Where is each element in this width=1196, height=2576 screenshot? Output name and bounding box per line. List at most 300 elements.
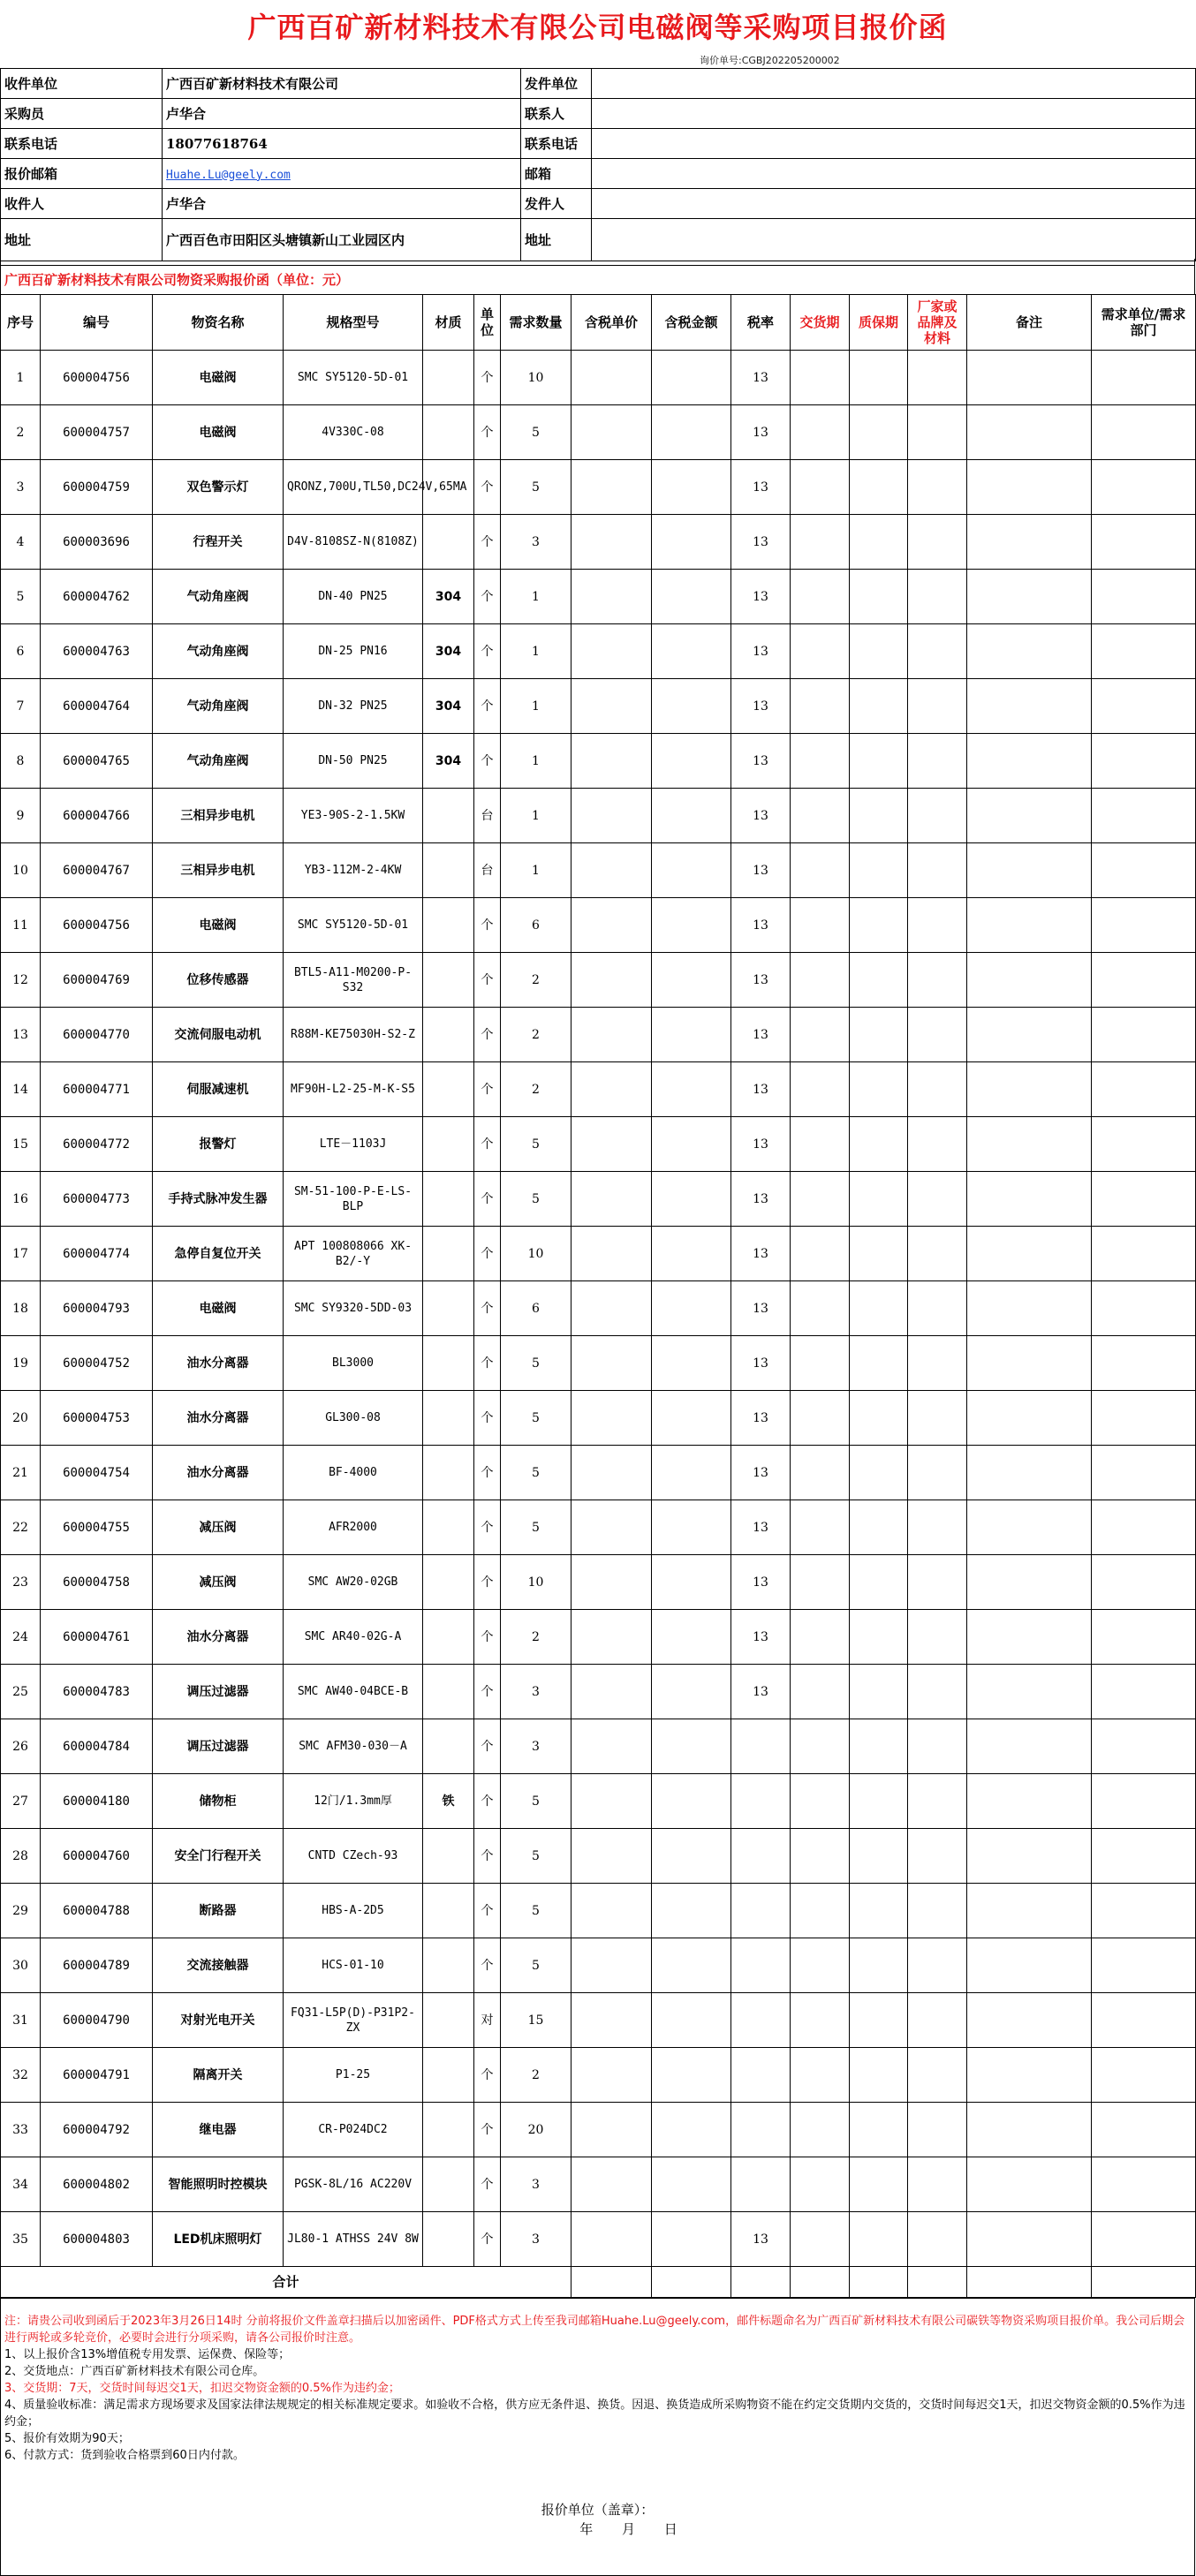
cell-warranty[interactable] <box>850 2103 908 2157</box>
cell-brand[interactable] <box>908 1993 967 2048</box>
cell-delivery[interactable] <box>791 1500 850 1555</box>
cell-warranty[interactable] <box>850 734 908 789</box>
cell-amount[interactable] <box>652 1555 731 1610</box>
table-row <box>1 2212 1196 2267</box>
cell-amount[interactable] <box>652 2157 731 2212</box>
cell-item-name: 电磁阀 <box>153 405 284 460</box>
cell-warranty[interactable] <box>850 2157 908 2212</box>
cell-qty: 10 <box>501 1555 572 1610</box>
cell-amount[interactable] <box>652 1446 731 1500</box>
cell-qty: 5 <box>501 1774 572 1829</box>
send-unit-value[interactable] <box>592 69 1196 99</box>
cell-warranty[interactable] <box>850 1062 908 1117</box>
cell-unit: 个 <box>474 1172 501 1227</box>
cell-seq: 24 <box>1 1610 41 1665</box>
cell-dept <box>1092 1774 1196 1829</box>
cell-warranty[interactable] <box>850 570 908 624</box>
cell-brand[interactable] <box>908 1117 967 1172</box>
cell-warranty[interactable] <box>850 351 908 405</box>
cell-brand[interactable] <box>908 351 967 405</box>
cell-remark[interactable] <box>967 1555 1092 1610</box>
table-row <box>1 734 1196 789</box>
cell-material <box>423 1884 474 1938</box>
cell-item-name: 急停自复位开关 <box>153 1227 284 1281</box>
cell-remark[interactable] <box>967 1172 1092 1227</box>
cell-unit-price[interactable] <box>572 953 652 1008</box>
cell-delivery[interactable] <box>791 1117 850 1172</box>
cell-remark[interactable] <box>967 789 1092 843</box>
cell-qty: 1 <box>501 679 572 734</box>
cell-item-name: 减压阀 <box>153 1500 284 1555</box>
cell-amount[interactable] <box>652 843 731 898</box>
cell-remark[interactable] <box>967 1008 1092 1062</box>
cell-delivery[interactable] <box>791 953 850 1008</box>
cell-amount[interactable] <box>652 2048 731 2103</box>
cell-warranty[interactable] <box>850 953 908 1008</box>
cell-brand[interactable] <box>908 2212 967 2267</box>
cell-amount[interactable] <box>652 460 731 515</box>
cell-warranty[interactable] <box>850 1391 908 1446</box>
cell-remark[interactable] <box>967 1500 1092 1555</box>
total-amount[interactable] <box>652 2267 731 2298</box>
cell-unit: 个 <box>474 1665 501 1719</box>
cell-brand[interactable] <box>908 1227 967 1281</box>
cell-warranty[interactable] <box>850 405 908 460</box>
cell-warranty[interactable] <box>850 1281 908 1336</box>
cell-unit-price[interactable] <box>572 679 652 734</box>
cell-amount[interactable] <box>652 1993 731 2048</box>
total-unit-price[interactable] <box>572 2267 652 2298</box>
cell-unit-price[interactable] <box>572 1719 652 1774</box>
cell-unit-price[interactable] <box>572 460 652 515</box>
cell-delivery[interactable] <box>791 1446 850 1500</box>
cell-code: 600004758 <box>41 1555 153 1610</box>
cell-tax: 13 <box>731 515 791 570</box>
cell-remark[interactable] <box>967 1938 1092 1993</box>
cell-spec: HCS-01-10 <box>284 1938 423 1993</box>
cell-brand[interactable] <box>908 734 967 789</box>
cell-remark[interactable] <box>967 2157 1092 2212</box>
cell-warranty[interactable] <box>850 1172 908 1227</box>
cell-brand[interactable] <box>908 1719 967 1774</box>
cell-unit: 个 <box>474 1774 501 1829</box>
cell-code: 600004753 <box>41 1391 153 1446</box>
cell-brand[interactable] <box>908 1610 967 1665</box>
cell-delivery[interactable] <box>791 570 850 624</box>
cell-amount[interactable] <box>652 2212 731 2267</box>
cell-amount[interactable] <box>652 1281 731 1336</box>
table-row <box>1 1008 1196 1062</box>
cell-spec: FQ31-L5P(D)-P31P2-ZX <box>284 1993 423 2048</box>
cell-seq: 33 <box>1 2103 41 2157</box>
cell-brand[interactable] <box>908 1884 967 1938</box>
cell-unit-price[interactable] <box>572 1062 652 1117</box>
cell-remark[interactable] <box>967 1610 1092 1665</box>
cell-amount[interactable] <box>652 789 731 843</box>
cell-code: 600004764 <box>41 679 153 734</box>
contact-label: 联系人 <box>521 99 592 129</box>
cell-delivery[interactable] <box>791 1062 850 1117</box>
cell-material: 铁 <box>423 1774 474 1829</box>
cell-unit-price[interactable] <box>572 1938 652 1993</box>
email-link[interactable]: Huahe.Lu@geely.com <box>166 168 291 182</box>
cell-qty: 2 <box>501 2048 572 2103</box>
cell-amount[interactable] <box>652 1227 731 1281</box>
cell-unit-price[interactable] <box>572 1446 652 1500</box>
phone2-value[interactable] <box>592 129 1196 159</box>
cell-remark[interactable] <box>967 460 1092 515</box>
cell-unit-price[interactable] <box>572 1555 652 1610</box>
table-row <box>1 1391 1196 1446</box>
cell-unit-price[interactable] <box>572 1500 652 1555</box>
cell-warranty[interactable] <box>850 2212 908 2267</box>
table-row <box>1 1610 1196 1665</box>
cell-unit-price[interactable] <box>572 1336 652 1391</box>
table-row <box>1 351 1196 405</box>
cell-remark[interactable] <box>967 1884 1092 1938</box>
cell-remark[interactable] <box>967 1446 1092 1500</box>
cell-dept <box>1092 734 1196 789</box>
cell-material <box>423 1500 474 1555</box>
cell-dept <box>1092 1336 1196 1391</box>
cell-item-name: 三相异步电机 <box>153 843 284 898</box>
cell-unit-price[interactable] <box>572 1117 652 1172</box>
cell-amount[interactable] <box>652 515 731 570</box>
cell-brand[interactable] <box>908 1665 967 1719</box>
cell-amount[interactable] <box>652 1008 731 1062</box>
cell-brand[interactable] <box>908 843 967 898</box>
cell-spec: YB3-112M-2-4KW <box>284 843 423 898</box>
cell-unit-price[interactable] <box>572 405 652 460</box>
table-row <box>1 1774 1196 1829</box>
cell-remark[interactable] <box>967 1336 1092 1391</box>
cell-brand[interactable] <box>908 515 967 570</box>
cell-remark[interactable] <box>967 1062 1092 1117</box>
cell-item-name: 位移传感器 <box>153 953 284 1008</box>
cell-warranty[interactable] <box>850 460 908 515</box>
cell-unit-price[interactable] <box>572 351 652 405</box>
cell-remark[interactable] <box>967 679 1092 734</box>
cell-amount[interactable] <box>652 1391 731 1446</box>
cell-delivery[interactable] <box>791 1555 850 1610</box>
cell-brand[interactable] <box>908 1008 967 1062</box>
cell-remark[interactable] <box>967 1774 1092 1829</box>
cell-brand[interactable] <box>908 1774 967 1829</box>
cell-amount[interactable] <box>652 1336 731 1391</box>
cell-brand[interactable] <box>908 1281 967 1336</box>
cell-warranty[interactable] <box>850 1446 908 1500</box>
cell-amount[interactable] <box>652 1884 731 1938</box>
cell-code: 600004772 <box>41 1117 153 1172</box>
cell-delivery[interactable] <box>791 2212 850 2267</box>
cell-brand[interactable] <box>908 1500 967 1555</box>
cell-tax: 13 <box>731 1062 791 1117</box>
address2-value[interactable] <box>592 219 1196 261</box>
cell-warranty[interactable] <box>850 1008 908 1062</box>
cell-brand[interactable] <box>908 624 967 679</box>
cell-warranty[interactable] <box>850 898 908 953</box>
cell-remark[interactable] <box>967 515 1092 570</box>
cell-delivery[interactable] <box>791 1172 850 1227</box>
cell-qty: 3 <box>501 515 572 570</box>
cell-brand[interactable] <box>908 953 967 1008</box>
cell-remark[interactable] <box>967 1227 1092 1281</box>
cell-code: 600004802 <box>41 2157 153 2212</box>
cell-delivery[interactable] <box>791 1391 850 1446</box>
cell-item-name: 伺服减速机 <box>153 1062 284 1117</box>
cell-amount[interactable] <box>652 2103 731 2157</box>
cell-delivery[interactable] <box>791 1829 850 1884</box>
table-row <box>1 1884 1196 1938</box>
cell-remark[interactable] <box>967 1281 1092 1336</box>
cell-delivery[interactable] <box>791 1336 850 1391</box>
cell-seq: 11 <box>1 898 41 953</box>
table-row <box>1 1227 1196 1281</box>
cell-warranty[interactable] <box>850 1884 908 1938</box>
cell-delivery[interactable] <box>791 679 850 734</box>
mail-value[interactable] <box>592 159 1196 189</box>
cell-delivery[interactable] <box>791 1938 850 1993</box>
cell-qty: 5 <box>501 1336 572 1391</box>
cell-remark[interactable] <box>967 2212 1092 2267</box>
cell-unit: 个 <box>474 1719 501 1774</box>
cell-remark[interactable] <box>967 1993 1092 2048</box>
cell-spec: AFR2000 <box>284 1500 423 1555</box>
note-item: 3、交货期：7天，交货时间每迟交1天，扣迟交物资金额的0.5%作为违约金； <box>4 2382 400 2395</box>
cell-remark[interactable] <box>967 624 1092 679</box>
cell-spec: D4V-8108SZ-N(8108Z) <box>284 515 423 570</box>
cell-brand[interactable] <box>908 405 967 460</box>
cell-spec: LTE－1103J <box>284 1117 423 1172</box>
cell-warranty[interactable] <box>850 1993 908 2048</box>
cell-amount[interactable] <box>652 1938 731 1993</box>
cell-amount[interactable] <box>652 351 731 405</box>
cell-amount[interactable] <box>652 1829 731 1884</box>
cell-brand[interactable] <box>908 1172 967 1227</box>
cell-brand[interactable] <box>908 1829 967 1884</box>
cell-amount[interactable] <box>652 1665 731 1719</box>
cell-remark[interactable] <box>967 1829 1092 1884</box>
cell-remark[interactable] <box>967 351 1092 405</box>
cell-unit-price[interactable] <box>572 1884 652 1938</box>
cell-remark[interactable] <box>967 1719 1092 1774</box>
cell-brand[interactable] <box>908 570 967 624</box>
table-row <box>1 1993 1196 2048</box>
cell-material <box>423 2212 474 2267</box>
cell-amount[interactable] <box>652 1610 731 1665</box>
cell-brand[interactable] <box>908 460 967 515</box>
cell-amount[interactable] <box>652 898 731 953</box>
cell-code: 600004771 <box>41 1062 153 1117</box>
cell-remark[interactable] <box>967 734 1092 789</box>
cell-unit: 个 <box>474 1829 501 1884</box>
cell-warranty[interactable] <box>850 1227 908 1281</box>
cell-remark[interactable] <box>967 570 1092 624</box>
cell-delivery[interactable] <box>791 1665 850 1719</box>
cell-code: 600004784 <box>41 1719 153 1774</box>
cell-material <box>423 1938 474 1993</box>
cell-warranty[interactable] <box>850 515 908 570</box>
quote-number: 询价单号:CGBJ202205200002 <box>700 55 840 66</box>
cell-warranty[interactable] <box>850 1555 908 1610</box>
cell-delivery[interactable] <box>791 515 850 570</box>
cell-brand[interactable] <box>908 2048 967 2103</box>
cell-material <box>423 1336 474 1391</box>
cell-amount[interactable] <box>652 953 731 1008</box>
cell-amount[interactable] <box>652 570 731 624</box>
cell-brand[interactable] <box>908 2157 967 2212</box>
cell-delivery[interactable] <box>791 1719 850 1774</box>
cell-warranty[interactable] <box>850 1336 908 1391</box>
cell-unit-price[interactable] <box>572 515 652 570</box>
cell-delivery[interactable] <box>791 2157 850 2212</box>
cell-delivery[interactable] <box>791 1610 850 1665</box>
cell-delivery[interactable] <box>791 460 850 515</box>
cell-dept <box>1092 1884 1196 1938</box>
cell-tax: 13 <box>731 1117 791 1172</box>
cell-brand[interactable] <box>908 679 967 734</box>
cell-unit-price[interactable] <box>572 1172 652 1227</box>
cell-remark[interactable] <box>967 1117 1092 1172</box>
cell-unit-price[interactable] <box>572 570 652 624</box>
cell-brand[interactable] <box>908 1062 967 1117</box>
cell-unit-price[interactable] <box>572 1281 652 1336</box>
cell-remark[interactable] <box>967 1391 1092 1446</box>
cell-unit-price[interactable] <box>572 1227 652 1281</box>
cell-material <box>423 515 474 570</box>
cell-unit-price[interactable] <box>572 2157 652 2212</box>
cell-delivery[interactable] <box>791 843 850 898</box>
cell-brand[interactable] <box>908 1391 967 1446</box>
info-row <box>1 69 1196 99</box>
cell-brand[interactable] <box>908 1555 967 1610</box>
cell-brand[interactable] <box>908 898 967 953</box>
cell-warranty[interactable] <box>850 1610 908 1665</box>
cell-amount[interactable] <box>652 405 731 460</box>
cell-unit-price[interactable] <box>572 1993 652 2048</box>
cell-brand[interactable] <box>908 2103 967 2157</box>
cell-unit-price[interactable] <box>572 2103 652 2157</box>
cell-amount[interactable] <box>652 1062 731 1117</box>
cell-amount[interactable] <box>652 1117 731 1172</box>
cell-unit-price[interactable] <box>572 1774 652 1829</box>
cell-dept <box>1092 1446 1196 1500</box>
cell-delivery[interactable] <box>791 789 850 843</box>
cell-remark[interactable] <box>967 953 1092 1008</box>
cell-item-name: 三相异步电机 <box>153 789 284 843</box>
cell-warranty[interactable] <box>850 1500 908 1555</box>
cell-qty: 5 <box>501 1500 572 1555</box>
total-label: 合计 <box>1 2267 572 2298</box>
cell-amount[interactable] <box>652 1172 731 1227</box>
cell-amount[interactable] <box>652 1500 731 1555</box>
cell-remark[interactable] <box>967 1665 1092 1719</box>
cell-spec: SMC SY5120-5D-01 <box>284 351 423 405</box>
cell-unit-price[interactable] <box>572 1829 652 1884</box>
cell-delivery[interactable] <box>791 1227 850 1281</box>
cell-unit-price[interactable] <box>572 843 652 898</box>
info-row <box>1 159 1196 189</box>
cell-unit-price[interactable] <box>572 1665 652 1719</box>
cell-brand[interactable] <box>908 1938 967 1993</box>
info-row <box>1 189 1196 219</box>
cell-delivery[interactable] <box>791 1993 850 2048</box>
cell-unit-price[interactable] <box>572 734 652 789</box>
cell-amount[interactable] <box>652 1719 731 1774</box>
cell-unit-price[interactable] <box>572 1610 652 1665</box>
cell-delivery[interactable] <box>791 1774 850 1829</box>
cell-dept <box>1092 953 1196 1008</box>
cell-unit-price[interactable] <box>572 1008 652 1062</box>
cell-delivery[interactable] <box>791 734 850 789</box>
cell-tax <box>731 1884 791 1938</box>
cell-warranty[interactable] <box>850 679 908 734</box>
cell-amount[interactable] <box>652 679 731 734</box>
cell-brand[interactable] <box>908 789 967 843</box>
cell-remark[interactable] <box>967 2103 1092 2157</box>
cell-unit-price[interactable] <box>572 2212 652 2267</box>
cell-delivery[interactable] <box>791 351 850 405</box>
cell-unit-price[interactable] <box>572 898 652 953</box>
cell-unit-price[interactable] <box>572 789 652 843</box>
note-item: 2、交货地点：广西百矿新材料技术有限公司仓库。 <box>4 2365 265 2378</box>
note-intro: 注：请贵公司收到函后于2023年3月26日14时 分前将报价文件盖章扫描后以加密函件、PDF格式方式上传至我司邮箱Huahe.Lu@geely.com，邮件标题命名为广西百矿新材料技术有限公司碳铁等物资采购项目报价单。我公司后期会进行两轮或多轮竞价，必要时会进行分项采购，请各公司报价时注意。 <box>4 2315 1185 2345</box>
table-row <box>1 789 1196 843</box>
cell-unit-price[interactable] <box>572 624 652 679</box>
cell-remark[interactable] <box>967 843 1092 898</box>
cell-brand[interactable] <box>908 1446 967 1500</box>
sender-value[interactable] <box>592 189 1196 219</box>
cell-remark[interactable] <box>967 2048 1092 2103</box>
cell-amount[interactable] <box>652 1774 731 1829</box>
cell-code: 600004774 <box>41 1227 153 1281</box>
cell-warranty[interactable] <box>850 1719 908 1774</box>
cell-material <box>423 953 474 1008</box>
cell-delivery[interactable] <box>791 405 850 460</box>
cell-warranty[interactable] <box>850 1829 908 1884</box>
section-spacer <box>0 259 1195 265</box>
cell-warranty[interactable] <box>850 1117 908 1172</box>
cell-seq: 30 <box>1 1938 41 1993</box>
cell-dept <box>1092 789 1196 843</box>
cell-warranty[interactable] <box>850 1774 908 1829</box>
cell-warranty[interactable] <box>850 1665 908 1719</box>
cell-item-name: 气动角座阀 <box>153 570 284 624</box>
cell-delivery[interactable] <box>791 2103 850 2157</box>
cell-amount[interactable] <box>652 624 731 679</box>
cell-warranty[interactable] <box>850 624 908 679</box>
cell-unit-price[interactable] <box>572 2048 652 2103</box>
cell-seq: 29 <box>1 1884 41 1938</box>
cell-delivery[interactable] <box>791 624 850 679</box>
cell-delivery[interactable] <box>791 898 850 953</box>
contact-value[interactable] <box>592 99 1196 129</box>
cell-warranty[interactable] <box>850 843 908 898</box>
cell-warranty[interactable] <box>850 789 908 843</box>
cell-warranty[interactable] <box>850 2048 908 2103</box>
cell-delivery[interactable] <box>791 1008 850 1062</box>
cell-delivery[interactable] <box>791 1281 850 1336</box>
cell-warranty[interactable] <box>850 1938 908 1993</box>
cell-delivery[interactable] <box>791 1884 850 1938</box>
cell-delivery[interactable] <box>791 2048 850 2103</box>
cell-remark[interactable] <box>967 898 1092 953</box>
cell-tax <box>731 1993 791 2048</box>
cell-remark[interactable] <box>967 405 1092 460</box>
cell-brand[interactable] <box>908 1336 967 1391</box>
cell-unit-price[interactable] <box>572 1391 652 1446</box>
cell-amount[interactable] <box>652 734 731 789</box>
